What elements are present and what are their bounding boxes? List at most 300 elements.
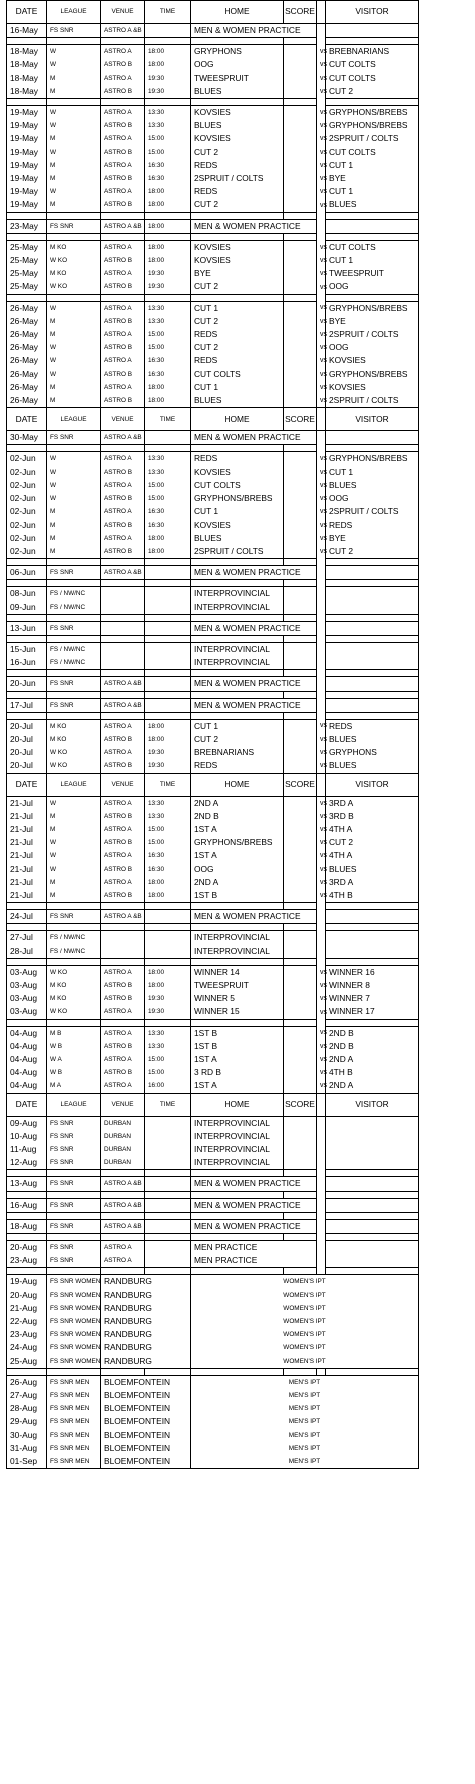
venue-cell: ASTRO A [101,796,145,810]
home-cell: REDS [191,759,284,773]
time-cell: 13:30 [145,315,191,328]
league-cell: FS SNR MEN [47,1402,101,1415]
date-cell: 19-May [7,119,47,132]
home-cell: KOVSIES [191,466,284,479]
time-cell: 19:30 [145,72,191,85]
league-cell: FS / NW/NC [47,931,101,945]
league-cell: W KO [47,746,101,759]
separator-cell [101,294,145,301]
league-cell: M KO [47,267,101,280]
venue-cell: ASTRO B [101,492,145,505]
separator-cell [101,903,145,910]
venue-cell [101,587,145,601]
home-cell: KOVSIES [191,132,284,145]
venue-cell: ASTRO A [101,72,145,85]
schedule-row [7,452,419,466]
visitor-cell [326,677,419,691]
time-cell [145,601,191,615]
league-cell: W [47,368,101,381]
visitor-cell: CUT 2 [326,545,419,559]
separator-cell [284,559,317,566]
league-cell: W KO [47,965,101,979]
home-cell: 2ND A [191,796,284,810]
score-cell [284,254,317,267]
date-cell: 30-Aug [7,1429,47,1442]
score-cell [284,172,317,185]
home-cell: TWEESPRUIT [191,72,284,85]
home-cell: MEN'S IPT [191,1455,419,1469]
schedule-row [7,1302,419,1315]
separator-cell [326,445,419,452]
venue-cell: ASTRO B [101,198,145,212]
league-cell: FS SNR [47,1177,101,1191]
time-cell: 19:30 [145,85,191,99]
vs-label: vs [317,452,326,466]
separator-cell [317,559,326,566]
date-cell: 26-May [7,368,47,381]
column-header-row [7,1,419,24]
header-home: HOME [191,1093,284,1116]
home-cell: KOVSIES [191,240,284,254]
separator-cell [191,559,284,566]
score-cell [284,1079,317,1093]
schedule-row [7,836,419,849]
venue-cell: ASTRO A [101,354,145,367]
time-cell: 18:00 [145,979,191,992]
date-cell: 16-Jun [7,656,47,670]
league-cell: M KO [47,992,101,1005]
separator-cell [101,580,145,587]
score-cell [284,1053,317,1066]
date-cell: 25-May [7,267,47,280]
league-cell: M [47,381,101,394]
time-cell: 18:00 [145,394,191,408]
group-separator [7,580,419,587]
league-cell: FS / NW/NC [47,587,101,601]
venue-cell: ASTRO B [101,466,145,479]
date-cell: 26-May [7,394,47,408]
schedule-row [7,132,419,145]
date-cell: 19-May [7,198,47,212]
time-cell: 15:00 [145,492,191,505]
time-cell [145,1143,191,1156]
date-cell: 19-May [7,172,47,185]
separator-cell [47,1170,101,1177]
separator-cell [326,691,419,698]
date-cell: 01-Sep [7,1455,47,1469]
separator-cell [326,1368,419,1375]
score-cell [284,719,317,733]
home-cell: INTERPROVINCIAL [191,1143,284,1156]
venue-cell: ASTRO A [101,1053,145,1066]
visitor-cell [326,656,419,670]
schedule-row [7,24,419,38]
vs-label [317,1219,326,1233]
separator-cell [326,99,419,106]
separator-cell [101,635,145,642]
schedule-row [7,931,419,945]
score-cell [284,159,317,172]
visitor-cell: GRYPHONS/BREBS [326,368,419,381]
vs-label: vs [317,965,326,979]
group-separator [7,559,419,566]
venue-cell: ASTRO B [101,979,145,992]
time-cell: 18:00 [145,219,191,233]
schedule-row [7,1315,419,1328]
league-cell: W [47,849,101,862]
league-cell: W [47,452,101,466]
separator-cell [191,635,284,642]
home-cell: MEN & WOMEN PRACTICE [191,24,317,38]
header-home: HOME [191,1,284,24]
schedule-row [7,823,419,836]
home-cell: BLUES [191,532,284,545]
league-cell: W B [47,1066,101,1079]
league-cell: M A [47,1079,101,1093]
league-cell: W [47,479,101,492]
venue-cell: ASTRO A &B [101,910,145,924]
league-cell: FS SNR MEN [47,1415,101,1428]
score-cell [284,341,317,354]
home-cell: MEN & WOMEN PRACTICE [191,621,317,635]
score-cell [284,452,317,466]
time-cell: 16:00 [145,1079,191,1093]
vs-label: vs [317,849,326,862]
time-cell: 15:00 [145,836,191,849]
time-cell [145,931,191,945]
venue-cell: ASTRO A [101,849,145,862]
schedule-row [7,505,419,518]
home-cell: WOMEN'S IPT [191,1341,419,1354]
time-cell: 18:00 [145,45,191,59]
header-venue: VENUE [101,1,145,24]
score-cell [284,945,317,959]
separator-cell [317,294,326,301]
schedule-row [7,1355,419,1369]
date-cell: 27-Aug [7,1389,47,1402]
time-cell: 16:30 [145,863,191,876]
time-cell [145,656,191,670]
home-cell: TWEESPRUIT [191,979,284,992]
vs-label: vs [317,341,326,354]
schedule-row [7,119,419,132]
vs-label: vs [317,505,326,518]
vs-label: vs [317,719,326,733]
visitor-cell: GRYPHONS/BREBS [326,301,419,315]
visitor-cell [326,431,419,445]
score-cell [284,492,317,505]
score-cell [284,146,317,159]
header-score: SCORE [284,773,317,796]
visitor-cell [326,1241,419,1255]
schedule-row [7,368,419,381]
separator-cell [47,924,101,931]
group-separator [7,233,419,240]
separator-cell [284,445,317,452]
separator-cell [7,445,47,452]
venue-cell: BLOEMFONTEIN [101,1402,191,1415]
separator-cell [326,958,419,965]
league-cell: FS / NW/NC [47,656,101,670]
separator-cell [47,294,101,301]
separator-cell [47,691,101,698]
league-cell: FS SNR WOMEN [47,1289,101,1302]
vs-label: vs [317,198,326,212]
venue-cell: ASTRO B [101,519,145,532]
venue-cell: ASTRO A [101,746,145,759]
header-time: TIME [145,1,191,24]
score-cell [284,965,317,979]
venue-cell: ASTRO A &B [101,1219,145,1233]
separator-cell [191,212,284,219]
separator-cell [145,294,191,301]
vs-label: vs [317,519,326,532]
visitor-cell [326,587,419,601]
visitor-cell: 2ND A [326,1079,419,1093]
score-cell [284,85,317,99]
league-cell: M [47,810,101,823]
visitor-cell [326,1219,419,1233]
visitor-cell: GRYPHONS [326,746,419,759]
header-visitor: VISITOR [326,773,419,796]
score-cell [284,381,317,394]
separator-cell [326,559,419,566]
date-cell: 24-Jul [7,910,47,924]
schedule-row [7,198,419,212]
visitor-cell: BLUES [326,479,419,492]
separator-cell [145,670,191,677]
date-cell: 20-Jul [7,746,47,759]
date-cell: 21-Aug [7,1302,47,1315]
date-cell: 18-Aug [7,1219,47,1233]
visitor-cell: CUT 1 [326,159,419,172]
venue-cell: ASTRO B [101,1066,145,1079]
time-cell: 18:00 [145,876,191,889]
home-cell: REDS [191,328,284,341]
vs-label: vs [317,328,326,341]
date-cell: 19-May [7,185,47,198]
separator-cell [317,1268,326,1275]
league-cell: FS SNR [47,566,101,580]
separator-cell [317,691,326,698]
separator-cell [317,1019,326,1026]
home-cell: MEN'S IPT [191,1389,419,1402]
venue-cell: ASTRO B [101,863,145,876]
group-separator [7,38,419,45]
schedule-row [7,1275,419,1289]
home-cell: GRYPHONS/BREBS [191,836,284,849]
league-cell: W [47,185,101,198]
league-cell: FS SNR WOMEN [47,1341,101,1354]
vs-label [317,1198,326,1212]
group-separator [7,614,419,621]
header-spacer [317,1,326,24]
schedule-row [7,58,419,71]
home-cell: 2ND A [191,876,284,889]
venue-cell: ASTRO B [101,341,145,354]
home-cell: INTERPROVINCIAL [191,1130,284,1143]
time-cell: 15:00 [145,823,191,836]
date-cell: 27-Jul [7,931,47,945]
separator-cell [145,445,191,452]
date-cell: 21-Jul [7,823,47,836]
time-cell: 16:30 [145,354,191,367]
separator-cell [326,580,419,587]
score-cell [284,328,317,341]
date-cell: 19-Aug [7,1275,47,1289]
schedule-row [7,1053,419,1066]
league-cell: W A [47,1053,101,1066]
time-cell: 16:30 [145,505,191,518]
venue-cell: RANDBURG [101,1315,191,1328]
separator-cell [145,559,191,566]
header-home: HOME [191,408,284,431]
visitor-cell [326,566,419,580]
home-cell: 1ST A [191,849,284,862]
league-cell: FS SNR [47,910,101,924]
separator-cell [101,712,145,719]
venue-cell: ASTRO B [101,146,145,159]
home-cell: WINNER 5 [191,992,284,1005]
venue-cell: RANDBURG [101,1355,191,1369]
separator-cell [317,212,326,219]
time-cell [145,1198,191,1212]
vs-label: vs [317,1053,326,1066]
separator-cell [191,233,284,240]
venue-cell: ASTRO A [101,532,145,545]
date-cell: 22-Aug [7,1315,47,1328]
schedule-row [7,1177,419,1191]
separator-cell [326,1212,419,1219]
visitor-cell: CUT COLTS [326,72,419,85]
league-cell: FS SNR [47,431,101,445]
header-time: TIME [145,1093,191,1116]
schedule-row [7,341,419,354]
separator-cell [7,958,47,965]
league-cell: W KO [47,1005,101,1019]
schedule-row [7,219,419,233]
date-cell: 25-May [7,254,47,267]
date-cell: 02-Jun [7,532,47,545]
vs-label: vs [317,492,326,505]
schedule-row [7,394,419,408]
date-cell: 19-May [7,106,47,120]
score-cell [284,863,317,876]
separator-cell [101,1268,145,1275]
header-league: LEAGUE [47,1093,101,1116]
schedule-row [7,354,419,367]
time-cell: 13:30 [145,1040,191,1053]
schedule-row [7,254,419,267]
separator-cell [326,1234,419,1241]
separator-cell [284,212,317,219]
schedule-row [7,146,419,159]
home-cell: 1ST A [191,823,284,836]
home-cell: REDS [191,354,284,367]
venue-cell: ASTRO A [101,1254,145,1268]
venue-cell: ASTRO A [101,1026,145,1040]
separator-cell [7,1019,47,1026]
league-cell: M [47,172,101,185]
vs-label [317,1254,326,1268]
date-cell: 23-Aug [7,1328,47,1341]
separator-cell [284,903,317,910]
vs-label: vs [317,545,326,559]
visitor-cell: CUT COLTS [326,58,419,71]
home-cell: 1ST A [191,1079,284,1093]
separator-cell [284,1019,317,1026]
date-cell: 03-Aug [7,979,47,992]
visitor-cell: BLUES [326,863,419,876]
time-cell: 18:00 [145,965,191,979]
home-cell: MEN PRACTICE [191,1254,317,1268]
vs-label: vs [317,267,326,280]
venue-cell: BLOEMFONTEIN [101,1415,191,1428]
separator-cell [145,1368,191,1375]
date-cell: 02-Jun [7,505,47,518]
score-cell [284,759,317,773]
separator-cell [284,1191,317,1198]
home-cell: INTERPROVINCIAL [191,945,284,959]
separator-cell [7,233,47,240]
separator-cell [326,1019,419,1026]
separator-cell [145,1234,191,1241]
date-cell: 02-Jun [7,492,47,505]
vs-label [317,219,326,233]
separator-cell [191,99,284,106]
group-separator [7,1019,419,1026]
home-cell: 2SPRUIT / COLTS [191,545,284,559]
date-cell: 23-Aug [7,1254,47,1268]
visitor-cell: 2ND B [326,1026,419,1040]
separator-cell [145,924,191,931]
time-cell: 18:00 [145,58,191,71]
home-cell: CUT 1 [191,719,284,733]
header-venue: VENUE [101,1093,145,1116]
date-cell: 21-Jul [7,876,47,889]
fixture-schedule-table [6,0,419,1469]
home-cell: MEN'S IPT [191,1429,419,1442]
league-cell: M [47,876,101,889]
date-cell: 21-Jul [7,836,47,849]
separator-cell [47,38,101,45]
separator-cell [101,1234,145,1241]
vs-label: vs [317,254,326,267]
separator-cell [7,1268,47,1275]
home-cell: WOMEN'S IPT [191,1315,419,1328]
separator-cell [191,1268,284,1275]
home-cell: MEN & WOMEN PRACTICE [191,910,317,924]
separator-cell [47,559,101,566]
date-cell: 28-Aug [7,1402,47,1415]
separator-cell [7,1234,47,1241]
date-cell: 02-Jun [7,479,47,492]
vs-label [317,431,326,445]
league-cell: FS SNR WOMEN [47,1328,101,1341]
date-cell: 16-May [7,24,47,38]
date-cell: 03-Aug [7,992,47,1005]
schedule-row [7,796,419,810]
home-cell: MEN & WOMEN PRACTICE [191,677,317,691]
home-cell: GRYPHONS [191,45,284,59]
time-cell [145,1241,191,1255]
schedule-row [7,492,419,505]
venue-cell: ASTRO A &B [101,566,145,580]
league-cell: M KO [47,733,101,746]
vs-label [317,945,326,959]
home-cell: WOMEN'S IPT [191,1275,419,1289]
venue-cell: ASTRO A [101,1079,145,1093]
